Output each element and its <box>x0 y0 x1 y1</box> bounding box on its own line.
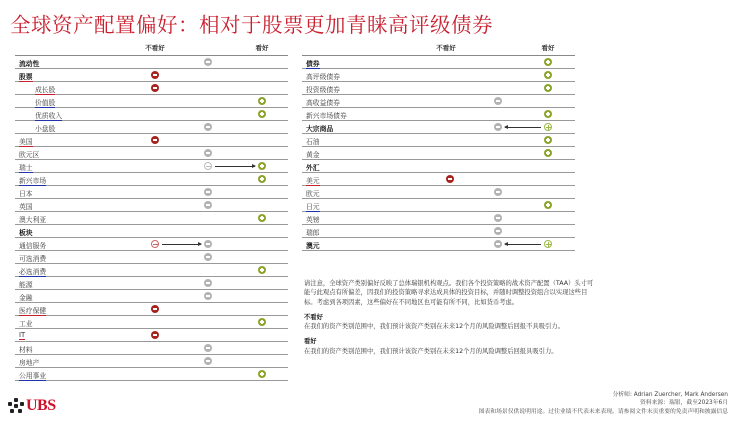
table-row <box>302 186 575 199</box>
table-row <box>15 160 288 173</box>
row-label: 公用事业 <box>19 372 47 380</box>
neutral-rating-icon <box>494 188 502 196</box>
neutral-rating-icon <box>494 227 502 235</box>
table-row <box>302 95 575 108</box>
positive-rating-icon <box>258 175 266 183</box>
table-row <box>15 303 288 316</box>
positive-rating-icon <box>258 214 266 222</box>
positive-rating-icon <box>258 97 266 105</box>
rating-change-arrow-icon <box>162 244 201 245</box>
table-row <box>15 316 288 329</box>
table-row <box>302 69 575 82</box>
table-header <box>302 42 575 56</box>
previous-positive-rating-icon <box>544 123 552 131</box>
table-row <box>302 82 575 95</box>
table-header <box>15 42 288 56</box>
table-row <box>302 238 575 251</box>
neutral-rating-icon <box>494 123 502 131</box>
row-label: 投资级债券 <box>306 86 340 94</box>
data-source: 资料来源：瑞银，截至2023年6月 <box>639 400 728 407</box>
negative-definition-heading: 不看好 <box>304 313 323 321</box>
row-label: 新兴市场 <box>19 177 47 185</box>
table-row <box>15 186 288 199</box>
row-label: 高评级债券 <box>306 73 340 81</box>
table-row <box>15 199 288 212</box>
three-keys-icon <box>8 398 24 414</box>
table-row <box>302 225 575 238</box>
row-label: 小盘股 <box>35 125 56 133</box>
neutral-rating-icon <box>494 97 502 105</box>
header-positive: 看好 <box>255 44 269 52</box>
negative-rating-icon <box>151 305 159 313</box>
positive-rating-icon <box>258 162 266 170</box>
row-label: 美元 <box>306 177 320 185</box>
previous-neutral-rating-icon <box>204 162 212 170</box>
neutral-rating-icon <box>494 214 502 222</box>
row-label: IT <box>19 331 26 339</box>
row-label: 日元 <box>306 203 320 211</box>
positive-rating-icon <box>544 58 552 66</box>
row-label: 日本 <box>19 190 33 198</box>
positive-rating-icon <box>258 318 266 326</box>
row-label: 必选消费 <box>19 268 47 276</box>
table-row <box>15 82 288 95</box>
positive-rating-icon <box>544 84 552 92</box>
table-row <box>15 251 288 264</box>
positive-definition-heading: 看好 <box>304 338 317 346</box>
table-row <box>15 95 288 108</box>
table-row <box>302 212 575 225</box>
row-label: 股票 <box>19 73 33 81</box>
neutral-rating-icon <box>204 201 212 209</box>
table-row <box>15 355 288 368</box>
row-label: 外汇 <box>306 164 320 172</box>
table-row <box>302 173 575 186</box>
rating-change-arrow-icon <box>505 127 541 128</box>
positive-rating-icon <box>544 149 552 157</box>
positive-rating-icon <box>258 370 266 378</box>
row-label: 可选消费 <box>19 255 47 263</box>
negative-rating-icon <box>151 84 159 92</box>
table-row <box>302 121 575 134</box>
table-row <box>15 329 288 342</box>
row-label: 澳元 <box>306 242 320 250</box>
neutral-rating-icon <box>494 240 502 248</box>
row-label: 价值股 <box>35 99 56 107</box>
row-label: 新兴市场债券 <box>306 112 347 120</box>
bonds-commodities-fx-table <box>302 42 575 251</box>
neutral-rating-icon <box>204 58 212 66</box>
positive-rating-icon <box>258 266 266 274</box>
table-row <box>15 134 288 147</box>
positive-rating-icon <box>258 110 266 118</box>
disclaimer: 图表和场景仅供说明用途。过往业绩不代表未来表现。请参阅文件末页重要的免责声明和披露信息 <box>478 408 728 415</box>
table-row <box>15 69 288 82</box>
row-label: 成长股 <box>35 86 56 94</box>
neutral-rating-icon <box>204 123 212 131</box>
row-label: 澳大利亚 <box>19 216 47 224</box>
table-row <box>15 277 288 290</box>
negative-rating-icon <box>151 136 159 144</box>
neutral-rating-icon <box>204 292 212 300</box>
page-title: 全球资产配置偏好：相对于股票更加青睐高评级债券 <box>10 13 493 37</box>
header-negative: 不看好 <box>436 44 456 52</box>
rating-change-arrow-icon <box>505 244 541 245</box>
table-row <box>15 147 288 160</box>
row-label: 医疗保健 <box>19 307 47 315</box>
table-row <box>15 342 288 355</box>
table-row <box>302 199 575 212</box>
table-row <box>15 225 288 238</box>
table-row <box>302 147 575 160</box>
negative-rating-icon <box>151 331 159 339</box>
previous-negative-rating-icon <box>151 240 159 248</box>
row-label: 欧元 <box>306 190 320 198</box>
neutral-rating-icon <box>204 240 212 248</box>
notes-section <box>304 279 594 362</box>
row-label: 英镑 <box>306 216 320 224</box>
neutral-rating-icon <box>204 344 212 352</box>
row-label: 流动性 <box>19 60 40 68</box>
row-label: 债券 <box>306 60 320 68</box>
table-row <box>15 108 288 121</box>
row-label: 优质收入 <box>35 112 63 120</box>
notes-intro: 请注意，全球资产类别偏好反映了总体瑞银机构观点。我们各个投资策略的战术资产配置（TAA）头寸可能与此观点有所偏差，因我们的投资策略寻求达成具体的投资目标，并随时调整投资组合以实现这些目标。考虑到各项因素，这些偏好在不同地区也可能有所不同，比如货币考虑。 <box>304 280 594 306</box>
row-label: 大宗商品 <box>306 125 334 133</box>
ubs-logo <box>8 397 56 415</box>
table-row <box>302 108 575 121</box>
negative-definition-text: 在我们的资产类别范围中，我们预计该资产类别在未来12个月的风险调整后回报不具吸引力。 <box>304 323 564 331</box>
row-label: 通信服务 <box>19 242 47 250</box>
negative-rating-icon <box>151 71 159 79</box>
row-label: 石油 <box>306 138 320 146</box>
neutral-rating-icon <box>204 279 212 287</box>
positive-rating-icon <box>544 201 552 209</box>
analysts-credit: 分析师: Adrian Zuercher, Mark Andersen <box>612 392 728 398</box>
table-row <box>302 160 575 173</box>
neutral-rating-icon <box>204 149 212 157</box>
logo-wordmark: UBS <box>26 397 56 414</box>
positive-rating-icon <box>544 136 552 144</box>
row-label: 工业 <box>19 320 33 328</box>
table-row <box>302 134 575 147</box>
row-label: 瑞士 <box>19 164 33 172</box>
neutral-rating-icon <box>204 188 212 196</box>
table-row <box>15 368 288 381</box>
row-label: 板块 <box>19 229 33 237</box>
row-label: 能源 <box>19 281 33 289</box>
row-label: 房地产 <box>19 359 40 367</box>
table-row <box>15 121 288 134</box>
table-row <box>15 238 288 251</box>
previous-positive-rating-icon <box>544 240 552 248</box>
row-label: 黄金 <box>306 151 320 159</box>
negative-rating-icon <box>446 175 454 183</box>
row-label: 欧元区 <box>19 151 40 159</box>
row-label: 材料 <box>19 346 33 354</box>
footer <box>479 391 728 416</box>
table-row <box>15 290 288 303</box>
rating-change-arrow-icon <box>215 166 255 167</box>
table-row <box>15 56 288 69</box>
equity-allocation-table <box>15 42 288 381</box>
neutral-rating-icon <box>204 357 212 365</box>
positive-rating-icon <box>544 71 552 79</box>
table-row <box>15 264 288 277</box>
positive-rating-icon <box>544 110 552 118</box>
header-negative: 不看好 <box>145 44 165 52</box>
table-row <box>15 173 288 186</box>
row-label: 金融 <box>19 294 33 302</box>
table-row <box>15 212 288 225</box>
row-label: 英国 <box>19 203 33 211</box>
row-label: 美国 <box>19 138 33 146</box>
table-row <box>302 56 575 69</box>
row-label: 高收益债券 <box>306 99 340 107</box>
positive-definition-text: 在我们的资产类别范围中，我们预计该资产类别在未来12个月的风险调整后回报具吸引力。 <box>304 347 558 355</box>
row-label: 瑞郎 <box>306 229 320 237</box>
header-positive: 看好 <box>541 44 555 52</box>
neutral-rating-icon <box>204 253 212 261</box>
